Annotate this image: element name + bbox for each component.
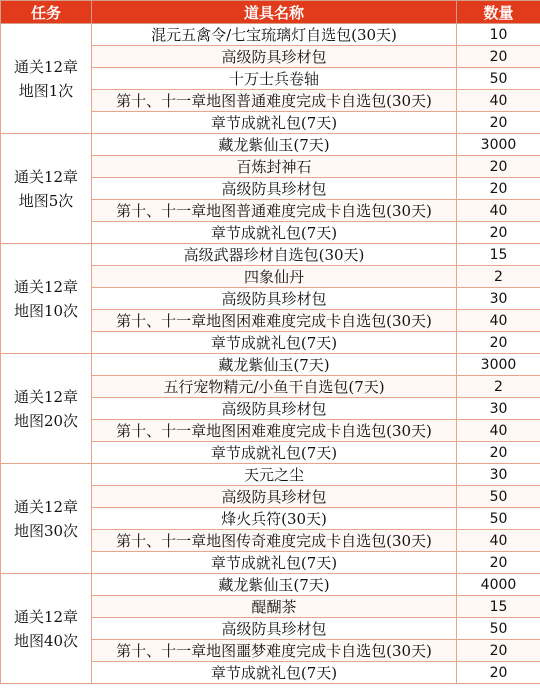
header-task: 任务 bbox=[1, 1, 92, 24]
quantity-cell: 20 bbox=[457, 178, 540, 200]
task-cell bbox=[1, 464, 92, 574]
task-cell bbox=[1, 244, 92, 354]
header-quantity: 数量 bbox=[457, 1, 540, 24]
quantity-cell: 30 bbox=[457, 464, 540, 486]
item-name-cell: 高级防具珍材包 bbox=[92, 398, 457, 420]
quantity-cell: 30 bbox=[457, 398, 540, 420]
task-line-1: 通关12章 bbox=[13, 167, 79, 186]
item-name-cell: 烽火兵符(30天) bbox=[92, 508, 457, 530]
header-item-name: 道具名称 bbox=[92, 1, 457, 24]
item-name-cell: 第十、十一章地图困难难度完成卡自选包(30天) bbox=[92, 420, 457, 442]
quantity-cell: 10 bbox=[457, 24, 540, 46]
quantity-cell: 40 bbox=[457, 310, 540, 332]
quantity-cell: 50 bbox=[457, 618, 540, 640]
table-row bbox=[1, 464, 540, 486]
item-name-cell: 混元五禽令/七宝琉璃灯自选包(30天) bbox=[92, 24, 457, 46]
item-name-cell: 藏龙紫仙玉(7天) bbox=[92, 354, 457, 376]
task-line-1: 通关12章 bbox=[13, 497, 79, 516]
quantity-cell: 40 bbox=[457, 530, 540, 552]
quantity-cell: 20 bbox=[457, 332, 540, 354]
item-name-cell: 章节成就礼包(7天) bbox=[92, 552, 457, 574]
item-name-cell: 章节成就礼包(7天) bbox=[92, 662, 457, 684]
task-cell bbox=[1, 574, 92, 684]
task-line-2: 地图1次 bbox=[18, 81, 74, 100]
item-name-cell: 第十、十一章地图普通难度完成卡自选包(30天) bbox=[92, 90, 457, 112]
task-line-2: 地图20次 bbox=[13, 411, 79, 430]
task-line-2: 地图5次 bbox=[18, 191, 74, 210]
quantity-cell: 3000 bbox=[457, 354, 540, 376]
table-row bbox=[1, 574, 540, 596]
quantity-cell: 50 bbox=[457, 508, 540, 530]
header-row bbox=[1, 1, 540, 24]
item-name-cell: 高级武器珍材自选包(30天) bbox=[92, 244, 457, 266]
item-name-cell: 第十、十一章地图噩梦难度完成卡自选包(30天) bbox=[92, 640, 457, 662]
item-name-cell: 藏龙紫仙玉(7天) bbox=[92, 134, 457, 156]
item-name-cell: 四象仙丹 bbox=[92, 266, 457, 288]
item-name-cell: 高级防具珍材包 bbox=[92, 486, 457, 508]
quantity-cell: 3000 bbox=[457, 134, 540, 156]
quantity-cell: 30 bbox=[457, 288, 540, 310]
item-name-cell: 章节成就礼包(7天) bbox=[92, 442, 457, 464]
task-line-1: 通关12章 bbox=[13, 387, 79, 406]
item-name-cell: 高级防具珍材包 bbox=[92, 178, 457, 200]
task-line-1: 通关12章 bbox=[13, 277, 79, 296]
quantity-cell: 20 bbox=[457, 46, 540, 68]
task-line-1: 通关12章 bbox=[13, 607, 79, 626]
quantity-cell: 40 bbox=[457, 90, 540, 112]
quantity-cell: 15 bbox=[457, 244, 540, 266]
quantity-cell: 50 bbox=[457, 68, 540, 90]
table-row bbox=[1, 134, 540, 156]
quantity-cell: 4000 bbox=[457, 574, 540, 596]
item-name-cell: 高级防具珍材包 bbox=[92, 288, 457, 310]
quantity-cell: 40 bbox=[457, 200, 540, 222]
quantity-cell: 2 bbox=[457, 266, 540, 288]
item-name-cell: 第十、十一章地图传奇难度完成卡自选包(30天) bbox=[92, 530, 457, 552]
item-name-cell: 第十、十一章地图困难难度完成卡自选包(30天) bbox=[92, 310, 457, 332]
quantity-cell: 15 bbox=[457, 596, 540, 618]
quantity-cell: 20 bbox=[457, 662, 540, 684]
item-name-cell: 章节成就礼包(7天) bbox=[92, 112, 457, 134]
quantity-cell: 20 bbox=[457, 112, 540, 134]
table-row bbox=[1, 24, 540, 46]
item-name-cell: 百炼封神石 bbox=[92, 156, 457, 178]
quantity-cell: 20 bbox=[457, 156, 540, 178]
quantity-cell: 2 bbox=[457, 376, 540, 398]
item-name-cell: 藏龙紫仙玉(7天) bbox=[92, 574, 457, 596]
task-line-2: 地图10次 bbox=[13, 301, 79, 320]
table-row bbox=[1, 354, 540, 376]
quantity-cell: 20 bbox=[457, 552, 540, 574]
quantity-cell: 20 bbox=[457, 442, 540, 464]
quantity-cell: 20 bbox=[457, 640, 540, 662]
item-name-cell: 天元之尘 bbox=[92, 464, 457, 486]
task-line-2: 地图40次 bbox=[13, 631, 79, 650]
table-body bbox=[1, 24, 540, 684]
task-line-1: 通关12章 bbox=[13, 57, 79, 76]
item-name-cell: 十万士兵卷轴 bbox=[92, 68, 457, 90]
item-name-cell: 醍醐茶 bbox=[92, 596, 457, 618]
task-line-2: 地图30次 bbox=[13, 521, 79, 540]
item-name-cell: 高级防具珍材包 bbox=[92, 618, 457, 640]
item-name-cell: 章节成就礼包(7天) bbox=[92, 332, 457, 354]
task-cell bbox=[1, 354, 92, 464]
quantity-cell: 40 bbox=[457, 420, 540, 442]
item-name-cell: 章节成就礼包(7天) bbox=[92, 222, 457, 244]
quantity-cell: 50 bbox=[457, 486, 540, 508]
task-cell bbox=[1, 134, 92, 244]
item-name-cell: 第十、十一章地图普通难度完成卡自选包(30天) bbox=[92, 200, 457, 222]
table-row bbox=[1, 244, 540, 266]
item-name-cell: 五行宠物精元/小鱼干自选包(7天) bbox=[92, 376, 457, 398]
quantity-cell: 20 bbox=[457, 222, 540, 244]
item-name-cell: 高级防具珍材包 bbox=[92, 46, 457, 68]
task-cell bbox=[1, 24, 92, 134]
